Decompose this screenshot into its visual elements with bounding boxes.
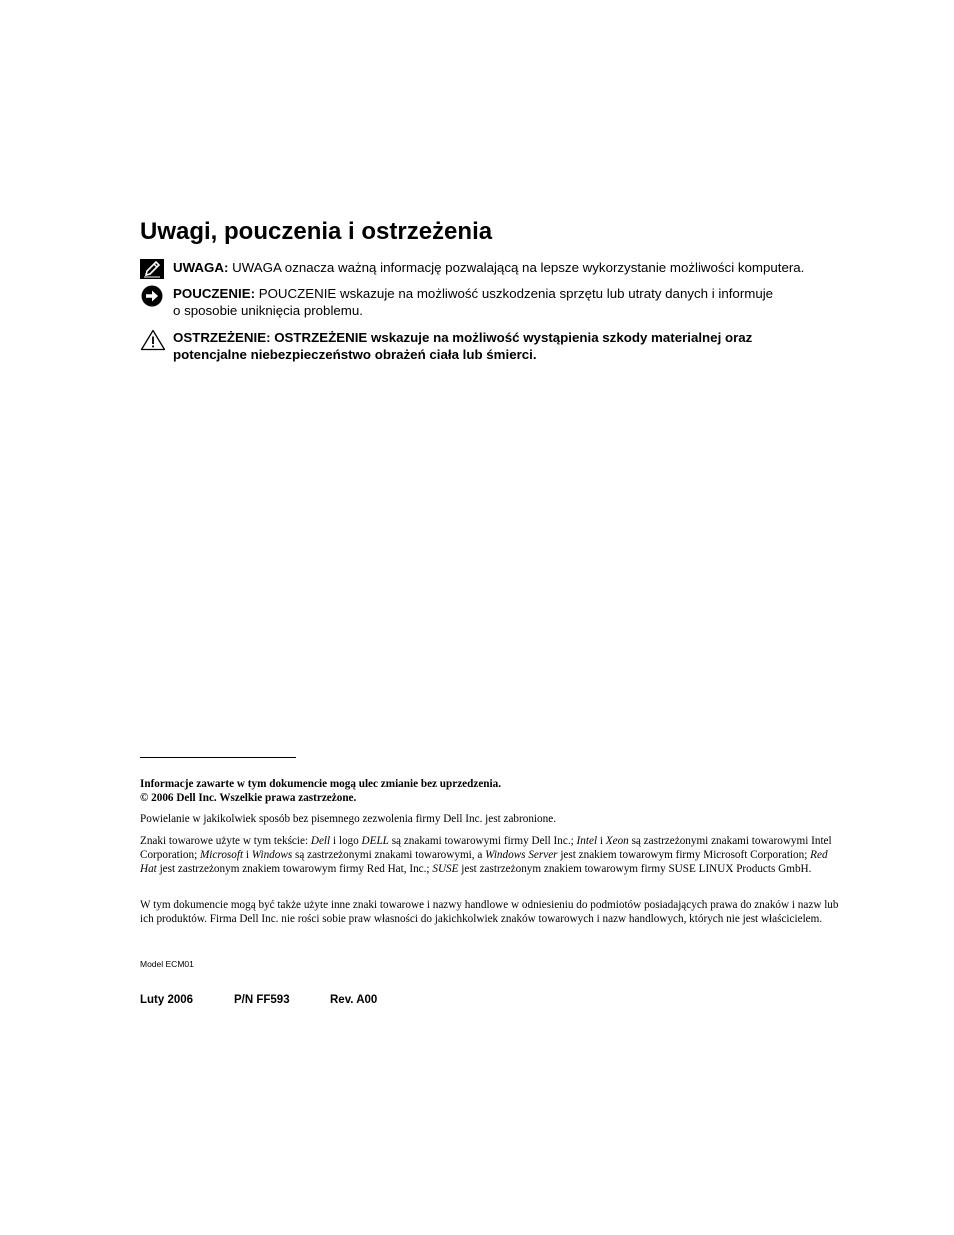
- pencil-note-icon: [140, 259, 164, 281]
- trademark-text: i: [597, 835, 606, 847]
- trademark-windows: Windows: [251, 849, 293, 861]
- separator-rule: [140, 757, 296, 758]
- warning-label: OSTRZEŻENIE:: [173, 330, 271, 345]
- warning-block: [140, 329, 850, 363]
- trademark-text: Znaki towarowe użyte w tym tekście:: [140, 835, 311, 847]
- trademark-text: i logo: [330, 835, 362, 847]
- other-marks-text: W tym dokumencie mogą być także użyte inne znaki towarowe i nazwy handlowe w odniesieniu do podmiotów posiadających prawa do znaków i nazw lub ich produktów. Firma Dell Inc. nie rości sobie praw własności do jakichkolwiek znaków towarowych i nazw handlowych, których nie jest właścicielem.: [140, 899, 839, 925]
- footer-date: Luty 2006: [140, 994, 194, 1006]
- trademark-intel: Intel: [576, 835, 598, 847]
- trademark-text: są zastrzeżonymi znakami towarowymi Intel Corporation;: [140, 835, 832, 861]
- reproduction-text: Powielanie w jakikolwiek sposób bez pisemnego zezwolenia firmy Dell Inc. jest zabronione.: [140, 813, 556, 825]
- warning-text-line2: potencjalne niebezpieczeństwo obrażeń ciała lub śmierci.: [173, 347, 537, 362]
- copyright-line: © 2006 Dell Inc. Wszelkie prawa zastrzeżone.: [140, 792, 357, 804]
- warning-text-line1: OSTRZEŻENIE wskazuje na możliwość wystąpienia szkody materialnej oraz: [270, 330, 753, 345]
- trademark-text: jest zastrzeżonym znakiem towarowym firmy SUSE LINUX Products GmbH.: [458, 863, 812, 875]
- model-number: Model ECM01: [140, 959, 194, 969]
- trademark-text: są zastrzeżonymi znakami towarowymi, a: [292, 849, 486, 861]
- page-title: Uwagi, pouczenia i ostrzeżenia: [140, 218, 493, 245]
- trademarks-paragraph: [140, 834, 845, 876]
- reproduction-notice: [140, 812, 845, 826]
- warning-triangle-icon: [140, 329, 164, 351]
- arrow-circle-icon: [140, 285, 164, 307]
- trademark-text: są znakami towarowymi firmy Dell Inc.;: [388, 835, 577, 847]
- trademark-dell-logo: DELL: [361, 835, 389, 847]
- trademark-microsoft: Microsoft: [199, 849, 244, 861]
- trademark-red-hat: Red Hat: [140, 849, 828, 875]
- notice-text-line1: POUCZENIE wskazuje na możliwość uszkodzenia sprzętu lub utraty danych i informuje: [255, 286, 774, 301]
- trademark-suse: SUSE: [432, 863, 459, 875]
- note-text: UWAGA oznacza ważną informację pozwalającą na lepsze wykorzystanie możliwości komputera.: [228, 260, 805, 275]
- trademark-xeon: Xeon: [605, 835, 629, 847]
- trademarks-notice: [140, 834, 845, 876]
- note-block: [140, 259, 850, 276]
- trademark-text: i: [243, 849, 252, 861]
- footer-part-number: P/N FF593: [234, 994, 290, 1006]
- trademark-text: jest znakiem towarowym firmy Microsoft Corporation;: [557, 849, 811, 861]
- notice-label: POUCZENIE:: [173, 286, 256, 301]
- note-label: UWAGA:: [173, 260, 229, 275]
- change-notice-line: Informacje zawarte w tym dokumencie mogą ulec zmianie bez uprzedzenia.: [140, 778, 502, 790]
- notice-block: [140, 285, 850, 319]
- other-marks-notice: [140, 898, 845, 926]
- change-notice: [140, 777, 845, 805]
- trademark-text: jest zastrzeżonym znakiem towarowym firmy Red Hat, Inc.;: [156, 863, 433, 875]
- notice-text-line2: o sposobie uniknięcia problemu.: [173, 303, 363, 318]
- trademark-windows-server: Windows Server: [485, 849, 558, 861]
- trademark-dell: Dell: [310, 835, 331, 847]
- footer-revision: Rev. A00: [330, 994, 378, 1006]
